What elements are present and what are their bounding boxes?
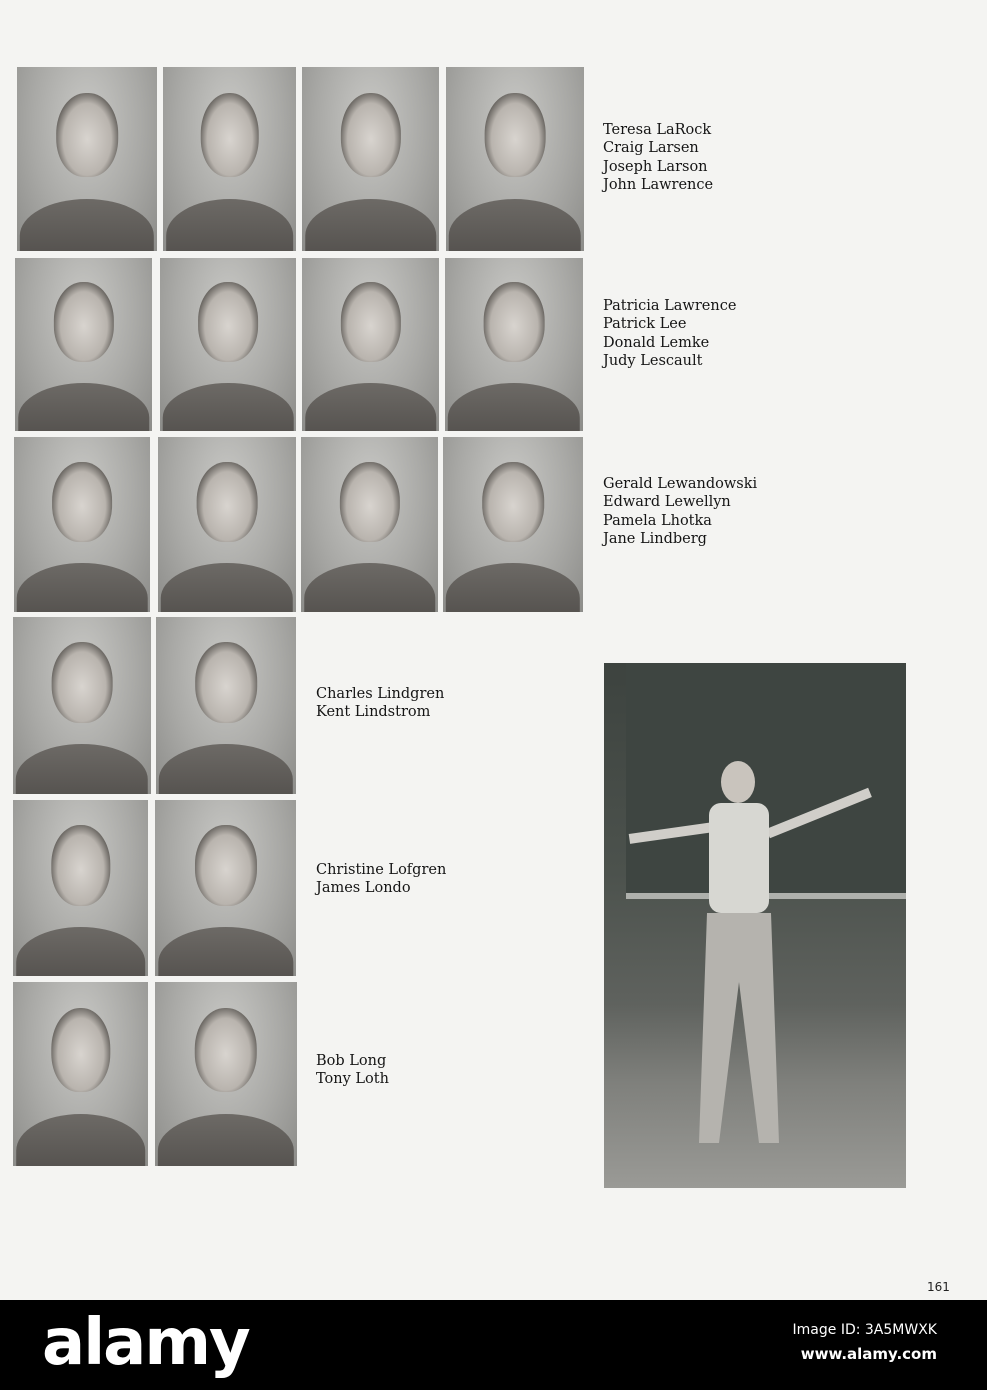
student-portrait <box>13 982 148 1166</box>
student-portrait <box>17 67 157 251</box>
student-name: Donald Lemke <box>603 334 710 351</box>
student-name: Pamela Lhotka <box>603 512 712 529</box>
student-portrait <box>155 800 296 976</box>
name-caption <box>603 297 736 370</box>
student-portrait <box>156 617 296 794</box>
student-name: Craig Larsen <box>603 140 699 157</box>
student-name: Patrick Lee <box>603 316 687 333</box>
student-name: Patricia Lawrence <box>603 298 737 314</box>
alamy-logo: alamy <box>42 1306 249 1380</box>
student-portrait <box>163 67 296 251</box>
student-portrait <box>14 437 150 612</box>
student-portrait <box>443 437 583 612</box>
image-id: Image ID: 3A5MWXK <box>792 1322 937 1338</box>
name-caption <box>316 685 444 722</box>
name-caption <box>316 861 446 898</box>
student-portrait <box>13 800 148 976</box>
student-portrait <box>302 258 439 431</box>
teacher-figure <box>699 753 779 1153</box>
student-name: Joseph Larson <box>603 158 708 175</box>
student-name: Jane Lindberg <box>603 530 707 547</box>
student-portrait <box>302 67 439 251</box>
watermark-footer <box>0 1300 987 1390</box>
name-caption <box>603 475 757 548</box>
student-name: James Londo <box>316 880 411 897</box>
student-name: Tony Loth <box>316 1071 389 1088</box>
student-portrait <box>158 437 296 612</box>
student-portrait <box>155 982 297 1166</box>
student-name: Bob Long <box>316 1053 387 1069</box>
name-caption <box>603 121 713 194</box>
student-portrait <box>15 258 152 431</box>
student-name: Edward Lewellyn <box>603 494 731 511</box>
page-number: 161 <box>927 1280 950 1294</box>
student-name: Christine Lofgren <box>316 862 447 878</box>
student-name: Teresa LaRock <box>603 122 712 138</box>
student-name: John Lawrence <box>603 176 714 193</box>
student-name: Judy Lescault <box>603 352 703 369</box>
student-portrait <box>446 67 584 251</box>
name-caption <box>316 1052 389 1089</box>
teacher-candid-photo <box>604 663 906 1188</box>
student-name: Kent Lindstrom <box>316 704 431 721</box>
student-portrait <box>301 437 438 612</box>
website-url: www.alamy.com <box>800 1345 937 1363</box>
student-name: Charles Lindgren <box>316 686 445 702</box>
student-portrait <box>13 617 151 794</box>
student-portrait <box>445 258 583 431</box>
student-name: Gerald Lewandowski <box>603 476 758 492</box>
student-portrait <box>160 258 296 431</box>
